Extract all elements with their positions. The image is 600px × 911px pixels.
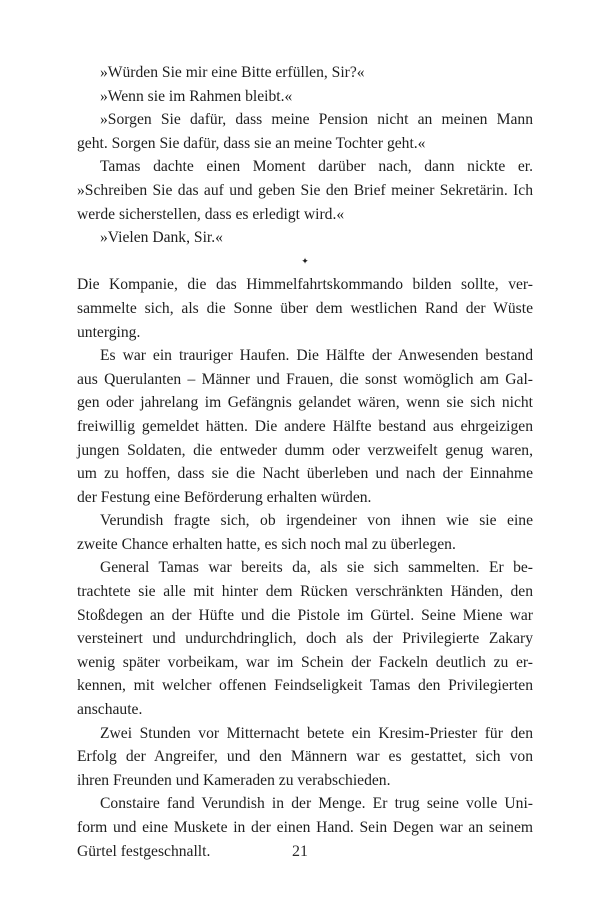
text-line: kennen, mit welcher offenen Feindseligkeit Tamas den Privilegierten — [77, 677, 533, 695]
text-line: Es war ein trauriger Haufen. Die Hälfte der Anwesenden bestand — [100, 347, 533, 365]
text-line: »Schreiben Sie das auf und geben Sie den Brief meiner Sekretärin. Ich — [77, 181, 533, 199]
text-line: Verundish fragte sich, ob irgendeiner von ihnen wie sie eine — [100, 512, 533, 530]
text-line: jungen Soldaten, die entweder dumm oder verzweifelt genug waren, — [77, 441, 533, 459]
text-line: zweite Chance erhalten hatte, es sich noch mal zu überlegen. — [77, 535, 456, 553]
text-line: geht. Sorgen Sie dafür, dass sie an meine Tochter geht.« — [77, 134, 426, 152]
text-line: Tamas dachte einen Moment darüber nach, dann nickte er. — [100, 158, 533, 176]
text-line: unterging. — [77, 323, 141, 341]
text-line: anschaute. — [77, 701, 143, 719]
text-line: »Sorgen Sie dafür, dass meine Pension nicht an meinen Mann — [100, 111, 533, 129]
text-line: »Wenn sie im Rahmen bleibt.« — [100, 87, 293, 105]
text-line: wenig später vorbeikam, war im Schein der Fackeln deutlich zu er- — [77, 653, 533, 671]
text-line: »Würden Sie mir eine Bitte erfüllen, Sir?« — [100, 64, 365, 81]
text-line: General Tamas war bereits da, als sie sich sammelten. Er be- — [100, 559, 533, 577]
text-line: »Vielen Dank, Sir.« — [100, 229, 223, 247]
text-line: Gürtel festgeschnallt. — [77, 842, 211, 860]
text-line: gen oder jahrelang im Gefängnis gelandet wären, wenn sie sich nicht — [77, 394, 533, 412]
page-number: 21 — [292, 843, 308, 860]
text-line: Erfolg der Angreifer, und den Männern war es gestattet, sich von — [77, 748, 533, 766]
text-line: Stoßdegen an der Hüfte und die Pistole im Gürtel. Seine Miene war — [77, 606, 533, 624]
text-line: form und eine Muskete in der einen Hand. Sein Degen war an seinem — [77, 819, 533, 836]
text-line: freiwillig gemeldet hätten. Die andere Hälfte bestand aus ehrgeizigen — [77, 417, 533, 435]
text-line: Constaire fand Verundish in der Menge. Er trug seine volle Uni- — [100, 795, 533, 813]
page-body — [77, 61, 533, 863]
text-line: versteinert und undurchdringlich, doch als der Privilegierte Zakary — [77, 630, 533, 648]
text-line: Zwei Stunden vor Mitternacht betete ein Kresim-Priester für den — [100, 724, 533, 742]
text-line: aus Querulanten – Männer und Frauen, die sonst womöglich am Gal- — [77, 370, 533, 388]
text-line: um zu hoffen, dass sie die Nacht überleben und nach der Einnahme — [77, 465, 533, 483]
section-separator: ✦ — [301, 255, 309, 266]
text-line: ihren Freunden und Kameraden zu verabschieden. — [77, 771, 391, 789]
text-line: Die Kompanie, die das Himmelfahrtskommando bilden sollte, ver- — [77, 276, 533, 294]
text-line: trachtete sie alle mit hinter dem Rücken verschränkten Händen, den — [77, 583, 533, 601]
text-line: sammelte sich, als die Sonne über dem westlichen Rand der Wüste — [77, 299, 533, 317]
text-line: werde sicherstellen, dass es erledigt wird.« — [77, 205, 345, 223]
text-line: der Festung eine Beförderung erhalten würden. — [77, 488, 372, 506]
